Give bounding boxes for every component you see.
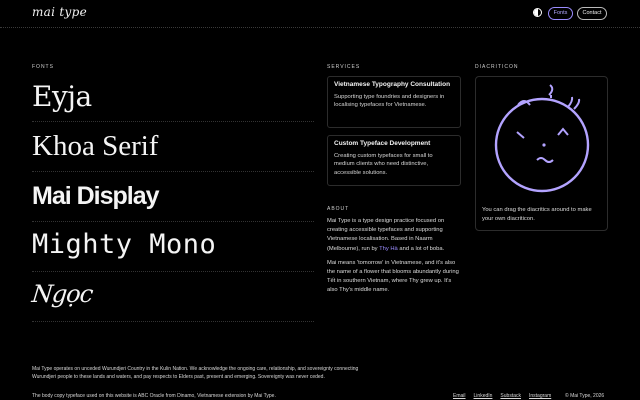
- service-card-custom-typeface[interactable]: [327, 135, 461, 186]
- service-description: Supporting type foundries and designers in localising typefaces for Vietnamese.: [334, 93, 445, 109]
- diacriticon-panel: [475, 76, 608, 231]
- service-description: Creating custom typefaces for small to medium clients who need distinctive, accessible solutions.: [334, 152, 433, 176]
- about-paragraph-2: Mai means 'tomorrow' in Vietnamese, and it's also the name of a flower that blooms abundantly during Tết in southern Vietnam, where Thy grew up. It's also Thy's middle name.: [327, 259, 459, 294]
- about-text: [327, 217, 462, 296]
- font-name: Eyja: [32, 80, 92, 113]
- font-item-khoa-serif[interactable]: [32, 122, 314, 172]
- footer-link-substack[interactable]: Substack: [500, 393, 521, 399]
- about-paragraph-1: Mai Type is a type design practice focused on creating accessible typefaces and supporting Vietnamese localisation. Based in Naarm (Melbourne), run by Thy Hà and a lot of boba.: [327, 218, 445, 252]
- services-section-label: SERVICES: [327, 64, 361, 70]
- typeface-note: The body copy typeface used on this website is ABC Oracle from Dinamo, Vietnamese extension by Mai Type.: [32, 393, 276, 399]
- font-item-mighty-mono[interactable]: [32, 222, 314, 272]
- font-name: Mai Display: [32, 182, 159, 210]
- font-item-mai-display[interactable]: [32, 172, 314, 222]
- about-section-label: ABOUT: [327, 206, 350, 212]
- theme-toggle-icon[interactable]: [533, 8, 542, 17]
- service-card-typography-consultation[interactable]: [327, 76, 461, 128]
- font-name: Ngọc: [30, 280, 94, 308]
- font-name: Mighty Mono: [32, 229, 217, 260]
- footer-link-instagram[interactable]: Instagram: [529, 393, 552, 399]
- face-outline: [496, 99, 588, 191]
- footer-links: [453, 393, 559, 399]
- diacritic-circumflex-eye: [558, 129, 568, 135]
- logo[interactable]: mai type: [32, 5, 87, 19]
- diacritic-tilde-mouth: [537, 158, 553, 162]
- font-name: Khoa Serif: [32, 130, 159, 162]
- footer-link-linkedin[interactable]: LinkedIn: [473, 393, 493, 399]
- copyright: © Mai Type, 2026: [565, 393, 605, 399]
- diacritic-dot: [542, 143, 545, 146]
- thy-ha-link[interactable]: Thy Hà: [379, 245, 398, 252]
- acknowledgement-of-country: Mai Type operates on unceded Wurundjeri Country in the Kulin Nation. We acknowledge the ongoing care, relationship, and sovereignty connecting Wurundjeri people to these lands and waters, and pay respects to Elders past, present and emerging. Sovereignty was never ceded.: [32, 366, 359, 380]
- diacriticon-caption: You can drag the diacritics around to make your own diacriticon.: [482, 207, 592, 222]
- footer-link-email[interactable]: Email: [453, 393, 466, 399]
- service-title: Vietnamese Typography Consultation: [334, 81, 451, 88]
- top-bar: [0, 0, 640, 28]
- diacritic-grave-eye: [517, 132, 524, 138]
- font-item-ngoc[interactable]: [32, 272, 314, 322]
- diacriticon-section-label: DIACRITICON: [475, 64, 519, 70]
- nav-contact-button[interactable]: Contact: [577, 7, 607, 20]
- diacritic-hook: [549, 85, 552, 98]
- fonts-section-label: FONTS: [32, 64, 54, 70]
- diacriticon-face-icon[interactable]: [490, 83, 595, 195]
- font-item-eyja[interactable]: [32, 72, 314, 122]
- nav-fonts-button[interactable]: Fonts: [548, 7, 573, 20]
- service-title: Custom Typeface Development: [334, 140, 431, 147]
